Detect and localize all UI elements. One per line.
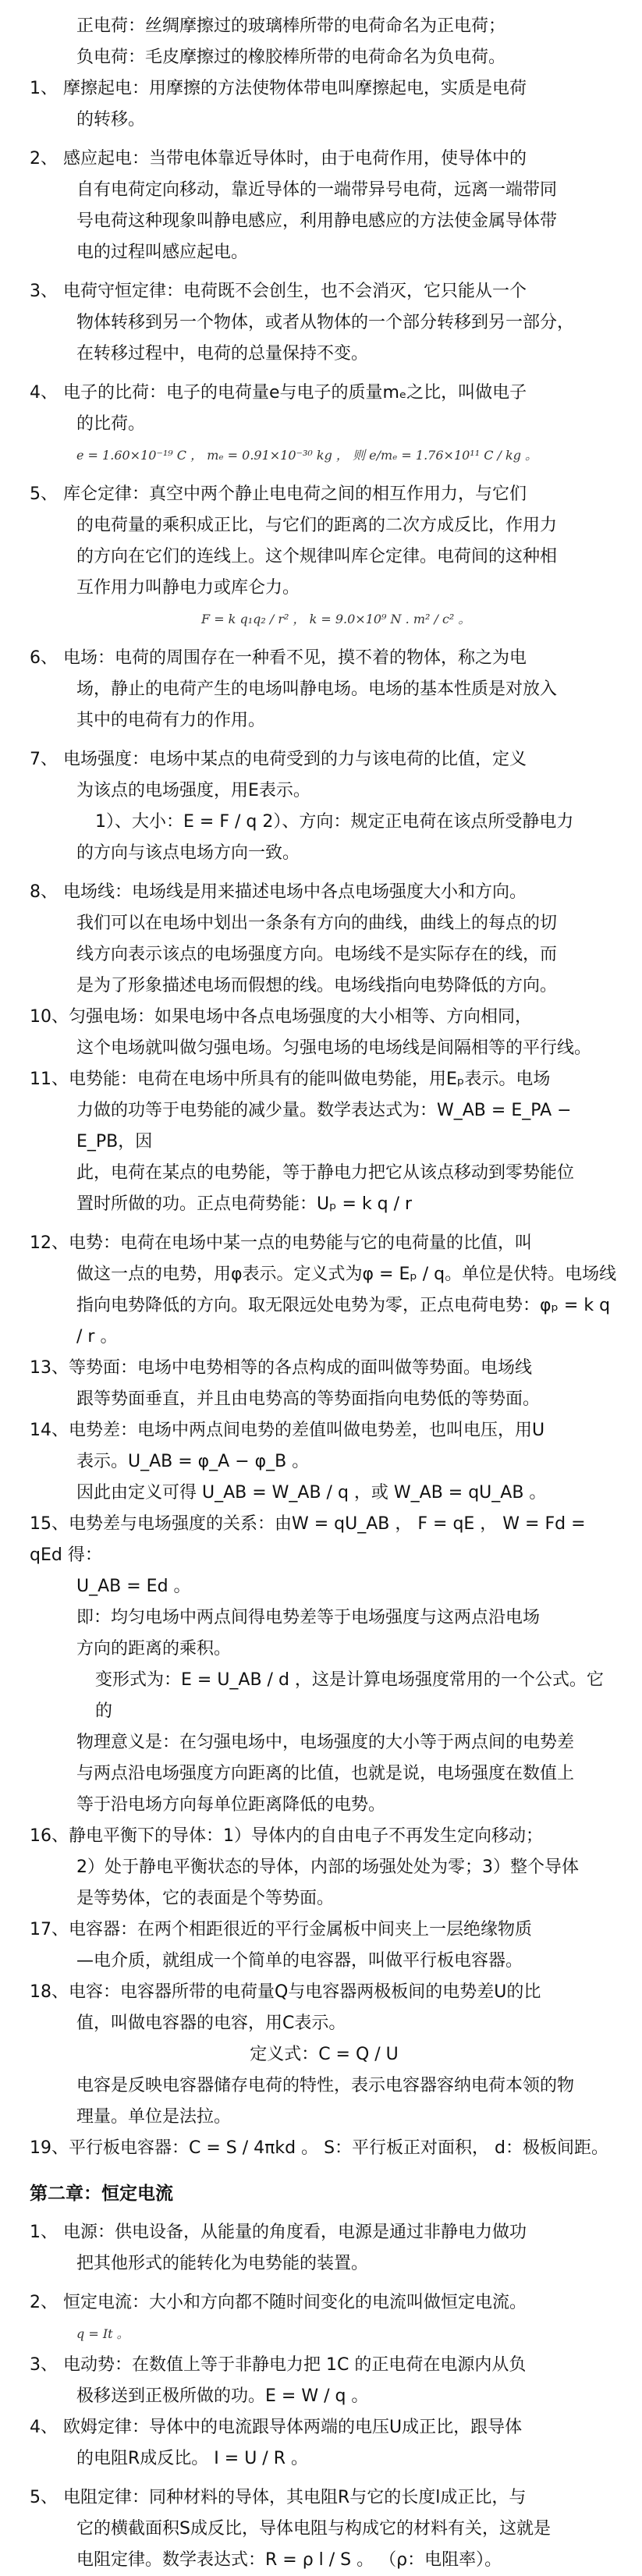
item-2-line: 号电荷这种现象叫静电感应，利用静电感应的方法使金属导体带 [76,211,558,231]
item-2-line: 电的过程叫感应起电。 [76,243,249,262]
spacer [30,2475,619,2482]
chapter2-item-5-line: 5、 电阻定律：同种材料的导体，其电阻R与它的长度l成正比，与 [30,2488,527,2507]
spacer [30,136,619,144]
spacer [30,268,619,276]
spacer [30,869,619,877]
item-15-line: 等于沿电场方向每单位距离降低的电势。 [76,1795,386,1815]
item-7-line: 的方向与该点电场方向一致。 [76,843,300,863]
item-16-line: 是等势体，它的表面是个等势面。 [76,1889,335,1908]
item-6-line: 场，静止的电荷产生的电场叫静电场。电场的基本性质是对放入 [76,679,558,699]
chapter2-item-4-line: 4、 欧姆定律：导体中的电流跟导体两端的电压U成正比，跟导体 [30,2418,523,2437]
spacer [30,635,619,643]
item-18-line: 电容是反映电容器储存电荷的特性，表示电容器容纳电荷本领的物 [76,2076,575,2095]
item-4-line: 4、 电子的比荷：电子的电荷量e与电子的质量mₑ之比，叫做电子 [30,383,527,403]
item-10-line: 10、匀强电场：如果电场中各点电场强度的大小相等、方向相同， [30,1007,532,1027]
item-2-line: 2、 感应起电：当带电体靠近导体时，由于电荷作用，使导体中的 [30,149,527,169]
item-14-line: 表示。U_AB = φ_A − φ_B 。 [76,1452,310,1471]
chapter2-item-1-line: 1、 电源：供电设备，从能量的角度看，电源是通过非静电力做功 [30,2223,527,2242]
chapter2-item-3-line: 3、 电动势：在数值上等于非静电力把 1C 的正电荷在电源内从负 [30,2355,527,2375]
item-18-line: 值，叫做电容器的电容，用C表示。 [76,2014,346,2033]
item-8-line: 是为了形象描述电场而假想的线。电场线指向电势降低的方向。 [76,976,558,995]
spacer [30,2209,619,2217]
formula-coulomb-law: F = k q₁q₂ / r² ， k = 9.0×10⁹ N . m² / c² 。 [201,612,471,626]
item-5-line: 互作用力叫静电力或库仑力。 [76,578,300,598]
item-6-line: 其中的电荷有力的作用。 [76,711,266,730]
formula-electron-charge-ratio: e = 1.60×10⁻¹⁹ C ， mₑ = 0.91×10⁻³⁰ kg ， 则 e/mₑ = 1.76×10¹¹ C / kg 。 [76,448,538,463]
spacer [30,471,619,479]
item-11-line: 置时所做的功。正点电荷势能：Uₚ = k q / r [76,1194,413,1214]
item-3-line: 在转移过程中，电荷的总量保持不变。 [76,344,369,364]
item-15-line: 15、电势差与电场强度的关系：由W = qU_AB ， F = qE ， W = Fd = qEd 得： [30,1514,586,1565]
item-15-line: 即：均匀电场中两点间得电势差等于电场强度与这两点沿电场 [76,1608,541,1627]
chapter2-item-5-line: 电阻定律。数学表达式：R = ρ l / S 。 （ρ：电阻率）。 [76,2550,502,2570]
item-8-line: 8、 电场线：电场线是用来描述电场中各点电场强度大小和方向。 [30,882,527,902]
item-15-line: 物理意义是：在匀强电场中，电场强度的大小等于两点间的电势差 [76,1733,575,1752]
item-3-line: 3、 电荷守恒定律：电荷既不会创生，也不会消灭，它只能从一个 [30,282,527,301]
item-6-line: 6、 电场：电荷的周围存在一种看不见，摸不着的物体，称之为电 [30,648,527,668]
item-14-line: 14、电势差：电场中两点间电势的差值叫做电势差，也叫电压，用U [30,1421,545,1440]
item-11-line: 11、电势能：电荷在电场中所具有的能叫做电势能，用Eₚ表示。电场 [30,1070,551,1089]
item-5-line: 的电荷量的乘积成正比，与它们的距离的二次方成反比，作用力 [76,516,558,535]
chapter2-item-5-line: 它的横截面积S成反比，导体电阻与构成它的材料有关，这就是 [76,2519,551,2539]
spacer [30,736,619,744]
item-7-line: 7、 电场强度：电场中某点的电荷受到的力与该电荷的比值，定义 [30,750,527,769]
item-15-line: U_AB = Ed 。 [76,1577,191,1596]
spacer [30,2164,619,2172]
formula-capacitance-definition: 定义式：C = Q / U [250,2045,399,2064]
item-3-line: 物体转移到另一个物体，或者从物体的一个部分转移到另一部分， [76,313,575,332]
line-negative-charge: 负电荷：毛皮摩擦过的橡胶棒所带的电荷命名为负电荷。 [76,48,506,67]
item-15-line: 与两点沿电场强度方向距离的比值，也就是说，电场强度在数值上 [76,1764,575,1783]
item-12-line: 指向电势降低的方向。取无限远处电势为零，正点电荷电势：φₚ = k q / r 。 [76,1296,611,1347]
item-10-line: 这个电场就叫做匀强电场。匀强电场的电场线是间隔相等的平行线。 [76,1038,592,1058]
item-14-line: 因此由定义可得 U_AB = W_AB / q ，或 W_AB = qU_AB 。 [76,1483,547,1503]
item-5-line: 的方向在它们的连线上。这个规律叫库仑定律。电荷间的这种相 [76,547,558,566]
item-7-line: 为该点的电场强度，用E表示。 [76,781,310,800]
chapter2-item-4-line: 的电阻R成反比。 I = U / R 。 [76,2449,308,2468]
item-12-line: 12、电势：电荷在电场中某一点的电势能与它的电荷量的比值，叫 [30,1233,532,1253]
spacer [30,370,619,378]
item-17-line: —电介质，就组成一个简单的电容器，叫做平行板电容器。 [76,1951,523,1971]
item-5-line: 5、 库仑定律：真空中两个静止电电荷之间的相互作用力，与它们 [30,484,527,504]
chapter2-item-1-line: 把其他形式的能转化为电势能的装置。 [76,2254,369,2273]
item-13-line: 13、等势面：电场中电势相等的各点构成的面叫做等势面。电场线 [30,1358,532,1378]
chapter-heading: 第二章：恒定电流 [30,2184,173,2204]
item-16-line: 2）处于静电平衡状态的导体，内部的场强处处为零；3）整个导体 [76,1857,579,1877]
item-15-line: 变形式为：E = U_AB / d ，这是计算电场强度常用的一个公式。它的 [95,1670,604,1721]
item-8-line: 我们可以在电场中划出一条条有方向的曲线，曲线上的每点的切 [76,914,558,933]
chapter2-item-2-line: 2、 恒定电流：大小和方向都不随时间变化的电流叫做恒定电流。 [30,2293,527,2312]
item-4-line: 的比荷。 [76,414,146,434]
item-12-line: 做这一点的电势，用φ表示。定义式为φ = Eₚ / q。单位是伏特。电场线 [76,1265,617,1284]
line-positive-charge: 正电荷：丝绸摩擦过的玻璃棒所带的电荷命名为正电荷； [76,16,506,36]
item-18-line: 18、电容：电容器所带的电荷量Q与电容器两极板间的电势差U的比 [30,1982,541,2002]
formula-charge-current: q = It 。 [76,2326,129,2341]
item-15-line: 方向的距离的乘积。 [76,1639,232,1659]
chapter2-item-3-line: 极移送到正极所做的功。E = W / q 。 [76,2386,369,2406]
item-17-line: 17、电容器：在两个相距很近的平行金属板中间夹上一层绝缘物质 [30,1920,532,1939]
spacer [30,1220,619,1228]
item-1-line: 的转移。 [76,110,146,130]
item-2-line: 自有电荷定向移动，靠近导体的一端带异号电荷，远离一端带同 [76,180,558,200]
item-8-line: 线方向表示该点的电场强度方向。电场线不是实际存在的线，而 [76,945,558,964]
item-18-line: 理量。单位是法拉。 [76,2107,232,2127]
item-19-line: 19、平行板电容器：C = S / 4πkd 。 S：平行板正对面积， d：极板间距。 [30,2138,608,2158]
item-7-line: 1）、大小：E = F / q 2）、方向：规定正电荷在该点所受静电力 [95,812,574,832]
item-11-line: 此，电荷在某点的电势能，等于静电力把它从该点移动到零势能位 [76,1163,575,1183]
item-11-line: 力做的功等于电势能的减少量。数学表达式为：W_AB = E_PA − E_PB，因 [76,1101,572,1151]
item-1-line: 1、 摩擦起电：用摩擦的方法使物体带电叫摩擦起电，实质是电荷 [30,79,527,98]
spacer [30,2280,619,2287]
item-16-line: 16、静电平衡下的导体：1）导体内的自由电子不再发生定向移动； [30,1826,543,1846]
item-13-line: 跟等势面垂直，并且由电势高的等势面指向电势低的等势面。 [76,1389,541,1409]
